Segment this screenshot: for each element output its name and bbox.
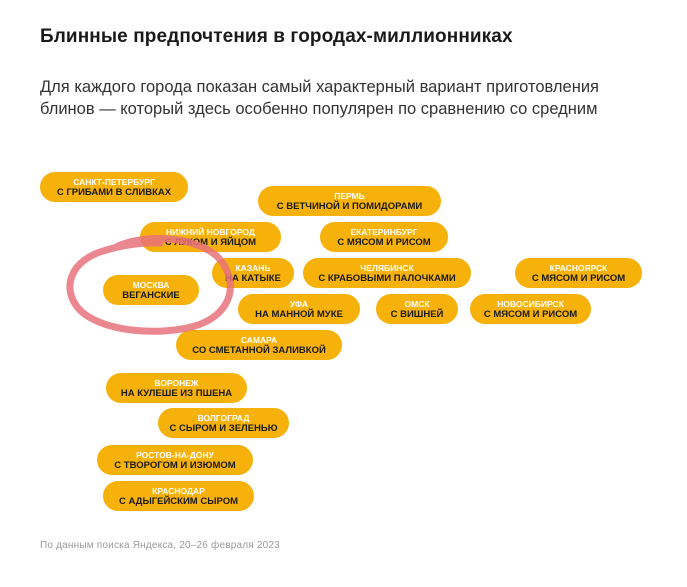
dish-name: С ЛУКОМ И ЯЙЦОМ [164,236,257,248]
city-pill-novosibirsk [470,294,591,324]
city-name: ЧЕЛЯБИНСК [360,262,414,273]
dish-name: С КРАБОВЫМИ ПАЛОЧКАМИ [318,272,456,284]
city-pill-krasnodar [103,481,254,511]
city-name: РОСТОВ-НА-ДОНУ [136,449,214,460]
city-pill-nizhny-novgorod [140,222,281,252]
city-pill-kazan [212,258,294,288]
city-pill-perm [258,186,441,216]
city-name: ЕКАТЕРИНБУРГ [350,226,418,237]
city-name: НОВОСИБИРСК [497,298,564,309]
city-pill-voronezh [106,373,247,403]
city-name: ОМСК [404,298,430,309]
dish-name: С МЯСОМ И РИСОМ [337,236,431,248]
city-pill-moscow [103,275,199,305]
city-pill-volgograd [158,408,289,438]
dish-name: НА КАТЫКЕ [225,272,281,284]
city-name: КРАСНОДАР [152,485,205,496]
city-pill-chelyabinsk [303,258,471,288]
dish-name: НА МАННОЙ МУКЕ [255,308,343,320]
city-name: ВОРОНЕЖ [154,377,199,388]
dish-name: С СЫРОМ И ЗЕЛЕНЬЮ [169,422,278,434]
dish-name: С ВЕТЧИНОЙ И ПОМИДОРАМИ [276,200,423,212]
city-pill-saint-petersburg [40,172,188,202]
dish-name: С ГРИБАМИ В СЛИВКАХ [56,186,172,198]
city-pill-ufa [238,294,360,324]
city-name: КАЗАНЬ [235,262,271,273]
dish-name: НА КУЛЕШЕ ИЗ ПШЕНА [120,387,233,399]
dish-name: С ВИШНЕЙ [390,308,444,320]
dish-name: СО СМЕТАННОЙ ЗАЛИВКОЙ [192,344,326,356]
city-pill-yekaterinburg [320,222,448,252]
city-pill-rostov-on-don [97,445,253,475]
dish-name: С МЯСОМ И РИСОМ [531,272,626,284]
dish-name: С МЯСОМ И РИСОМ [483,308,578,320]
city-name: УФА [289,298,309,309]
page-title: Блинные предпочтения в городах-миллионниках [40,26,513,47]
city-name: НИЖНИЙ НОВГОРОД [166,226,255,237]
source-note: По данным поиска Яндекса, 20–26 февраля 2023 [40,540,280,551]
city-pill-krasnoyarsk [515,258,642,288]
city-name: САНКТ-ПЕТЕРБУРГ [73,176,155,187]
city-name: САМАРА [240,334,278,345]
city-name: ВОЛГОГРАД [197,412,250,423]
city-name: КРАСНОЯРСК [549,262,608,273]
city-name: ПЕРМЬ [334,190,365,201]
city-name: МОСКВА [132,279,170,290]
city-pill-samara [176,330,342,360]
page-subtitle: Для каждого города показан самый характерный вариант приготовления блинов — который здесь особенно популярен по сравнению со средним [40,78,599,118]
city-pill-omsk [376,294,458,324]
dish-name: С АДЫГЕЙСКИМ СЫРОМ [118,495,239,507]
dish-name: С ТВОРОГОМ И ИЗЮМОМ [114,459,236,471]
dish-name: ВЕГАНСКИЕ [122,289,180,301]
